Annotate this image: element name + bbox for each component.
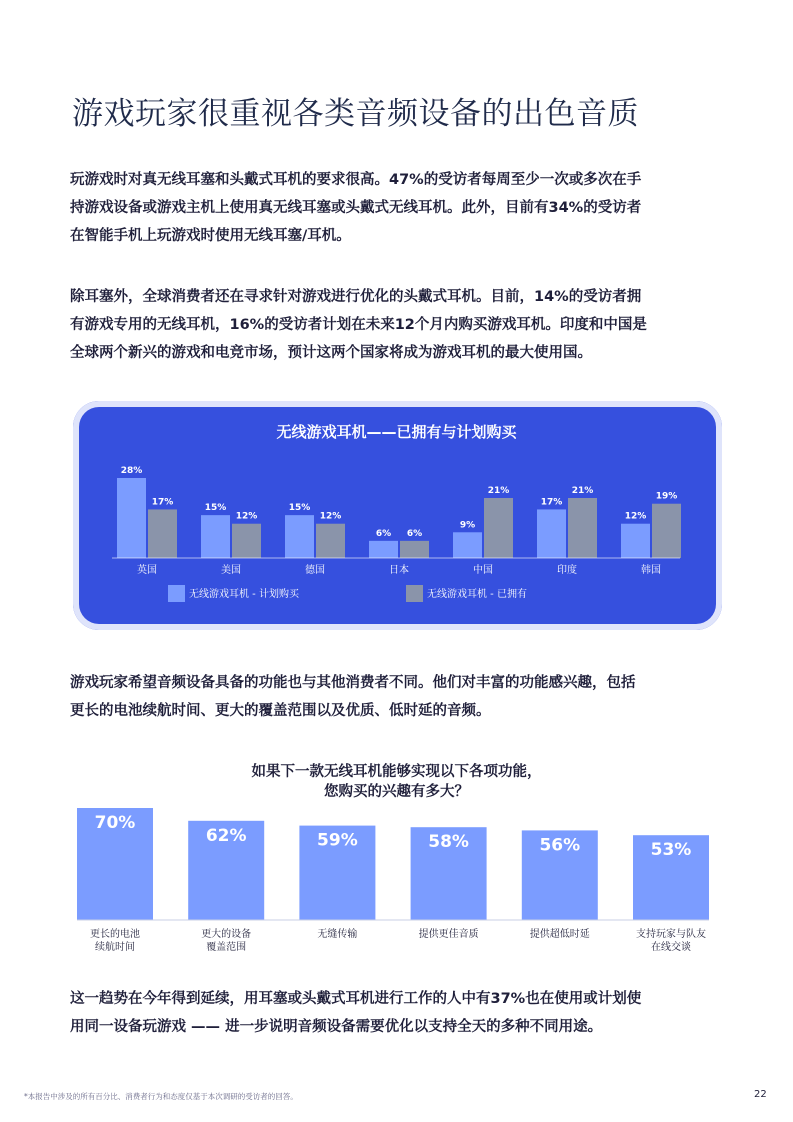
paragraph-line: 游戏玩家希望音频设备具备的功能也与其他消费者不同。他们对丰富的功能感兴趣，包括 <box>70 675 636 691</box>
paragraph-trend <box>70 985 720 1041</box>
chart1-category-label: 英国 <box>137 565 157 576</box>
chart1-data-label: 21% <box>571 486 594 496</box>
chart2-data-label: 70% <box>94 813 136 833</box>
chart2-category-label: 提供更佳音质 <box>418 929 479 940</box>
chart2-data-label: 53% <box>650 840 692 861</box>
chart1-category-label: 美国 <box>221 565 241 576</box>
chart2-title-line: 您购买的兴趣有多大？ <box>324 784 469 800</box>
chart2-category-label: 无缝传输 <box>317 929 358 940</box>
chart1-data-label: 15% <box>204 503 227 514</box>
chart2-category-label: 更长的电池 <box>90 929 140 940</box>
chart1-title: 无线游戏耳机——已拥有与计划购买 <box>276 423 517 441</box>
chart1-category-label: 中国 <box>473 565 493 576</box>
chart1-data-label: 12% <box>624 511 647 522</box>
chart2-category-label: 覆盖范围 <box>206 942 247 953</box>
chart1-data-label: 19% <box>655 491 678 502</box>
paragraph-line: 有游戏专用的无线耳机，16%的受访者计划在未来12个月内购买游戏耳机。印度和中国是 <box>70 317 647 333</box>
chart1-data-label: 15% <box>288 503 311 514</box>
chart1-legend-label: 无线游戏耳机 - 已拥有 <box>427 589 527 600</box>
paragraph-line: 在智能手机上玩游戏时使用无线耳塞/耳机。 <box>70 228 351 244</box>
footnote: *本报告中涉及的所有百分比、消费者行为和态度仅基于本次调研的受访者的回答。 <box>24 1092 298 1101</box>
chart2-category-label: 续航时间 <box>95 942 135 953</box>
chart1-category-label: 德国 <box>305 565 325 576</box>
chart1-data-label: 12% <box>319 511 342 522</box>
chart1-data-label: 6% <box>375 528 392 539</box>
page-number: 22 <box>754 1089 767 1100</box>
page-title: 游戏玩家很重视各类音频设备的出色音质 <box>72 96 639 132</box>
chart2-data-label: 62% <box>205 825 247 846</box>
chart2-title-line: 如果下一款无线耳机能够实现以下各项功能， <box>251 764 542 780</box>
chart1-category-label: 韩国 <box>641 565 661 576</box>
chart1-data-label: 28% <box>120 466 143 476</box>
paragraph-line: 持游戏设备或游戏主机上使用真无线耳塞或头戴式无线耳机。此外，目前有34%的受访者 <box>70 200 642 216</box>
chart1-data-label: 12% <box>235 511 258 522</box>
chart2-category-label: 更大的设备 <box>201 929 252 940</box>
paragraph-line: 玩游戏时对真无线耳塞和头戴式耳机的要求很高。47%的受访者每周至少一次或多次在手 <box>70 172 642 188</box>
paragraph-line: 用同一设备玩游戏 —— 进一步说明音频设备需要优化以支持全天的多种不同用途。 <box>70 1019 603 1035</box>
chart1-data-label: 17% <box>540 497 563 508</box>
paragraph-line: 除耳塞外，全球消费者还在寻求针对游戏进行优化的头戴式耳机。目前，14%的受访者拥 <box>70 289 642 305</box>
chart2-data-label: 56% <box>539 835 581 856</box>
paragraph-line: 全球两个新兴的游戏和电竞市场，预计这两个国家将成为游戏耳机的最大使用国。 <box>70 345 592 361</box>
chart1-data-label: 17% <box>151 497 174 508</box>
paragraph-line: 这一趋势在今年得到延续，用耳塞或头戴式耳机进行工作的人中有37%也在使用或计划使 <box>70 991 642 1007</box>
chart1-data-label: 21% <box>487 486 510 496</box>
chart1-category-label: 日本 <box>389 565 409 576</box>
chart2-category-label: 支持玩家与队友 <box>636 929 706 940</box>
chart1-legend-label: 无线游戏耳机 - 计划购买 <box>189 589 299 600</box>
paragraph-line: 更长的电池续航时间、更大的覆盖范围以及优质、低时延的音频。 <box>70 703 491 719</box>
chart2-category-label: 提供超低时延 <box>529 929 590 940</box>
chart2-data-label: 58% <box>428 832 469 853</box>
chart2-category-label: 在线交谈 <box>651 942 691 953</box>
chart2-data-label: 59% <box>317 830 358 851</box>
chart1-category-label: 印度 <box>557 565 577 576</box>
chart1-data-label: 6% <box>406 528 423 539</box>
chart1-data-label: 9% <box>459 520 476 531</box>
